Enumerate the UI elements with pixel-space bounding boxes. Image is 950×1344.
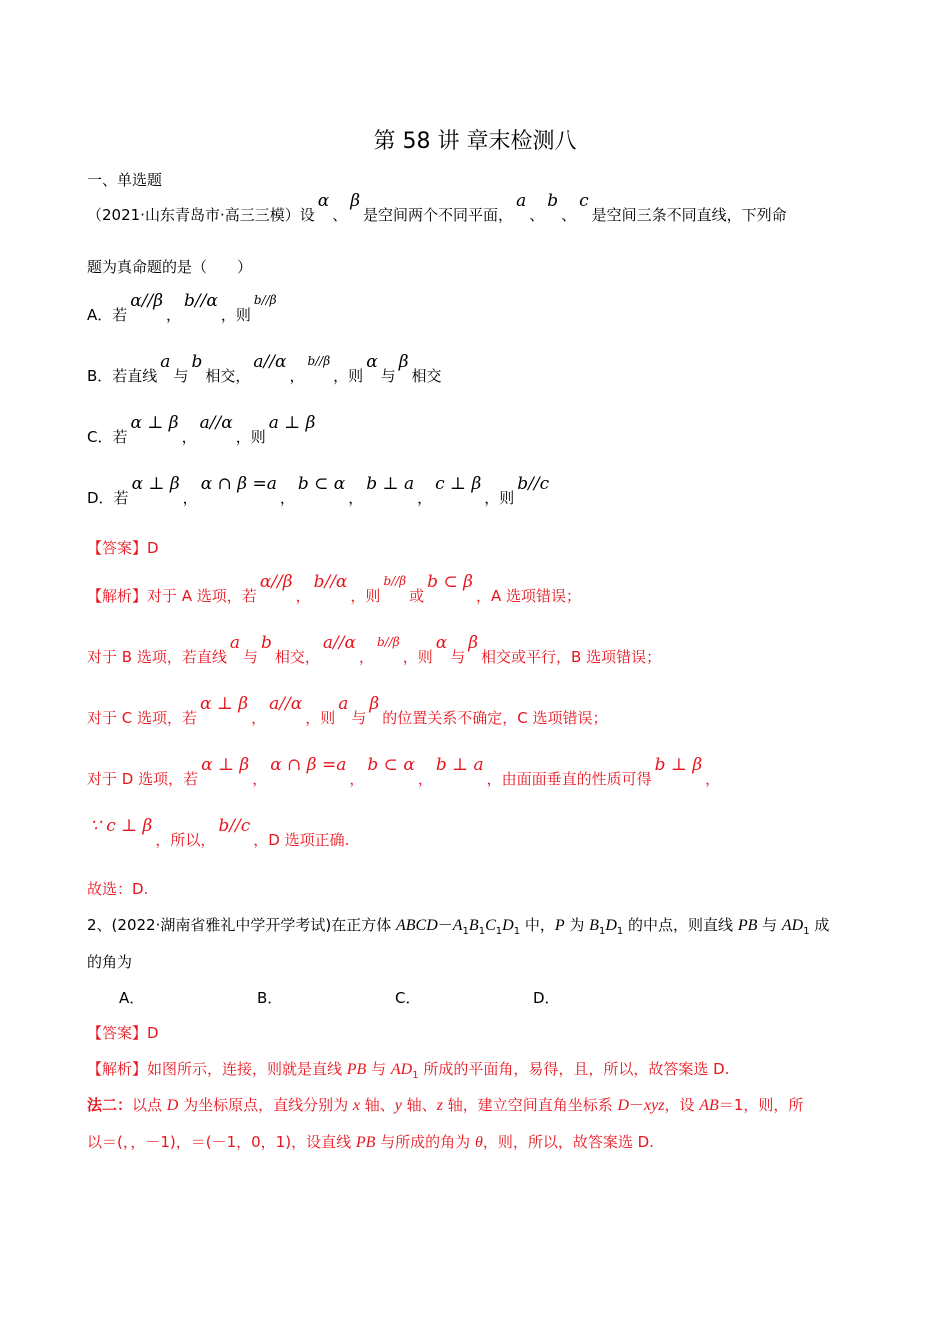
- math-expression: D: [166, 1097, 179, 1114]
- math-expression: D: [617, 1097, 630, 1114]
- text-line: [87, 1132, 654, 1153]
- text-segment: ，: [417, 770, 433, 788]
- text-segment: ，: [279, 489, 295, 507]
- text-segment: 一、单选题: [87, 171, 163, 189]
- text-segment: 【答案】D: [87, 1024, 159, 1042]
- text-segment: ，所以，: [155, 831, 216, 849]
- text-segment: 是空间两个不同平面，: [363, 206, 514, 224]
- text-segment: ，: [349, 770, 365, 788]
- math-expression: 1: [412, 1070, 419, 1081]
- math-expression: b//β: [376, 635, 400, 649]
- text-segment: 与: [380, 367, 396, 385]
- text-segment: 与: [351, 709, 367, 727]
- math-expression: α: [317, 191, 330, 211]
- text-segment: ，D 选项正确.: [253, 831, 350, 849]
- text-segment: 2、(2022·湖南省雅礼中学开学考试)在正方体: [87, 916, 396, 934]
- math-expression: α ⊥ β: [201, 755, 250, 775]
- option-label: C．: [395, 989, 421, 1007]
- math-expression: 1: [495, 926, 503, 937]
- math-expression: b ⊥ a: [435, 755, 484, 775]
- math-expression: a//α: [253, 352, 287, 372]
- text-segment: 、: [332, 206, 348, 224]
- text-line: [87, 538, 159, 558]
- text-line: [87, 1059, 729, 1082]
- text-segment: ，: [251, 709, 267, 727]
- text-line: [87, 191, 787, 225]
- text-segment: 对于 C 选项，若: [87, 709, 198, 727]
- text-segment: ，: [358, 648, 374, 666]
- text-segment: 【解析】对于 A 选项，若: [87, 587, 257, 605]
- math-expression: b//β: [383, 574, 407, 588]
- text-segment: ，由面面垂直的性质可得: [486, 770, 652, 788]
- math-expression: xyz: [644, 1097, 665, 1114]
- text-line: [87, 413, 318, 447]
- math-expression: a: [338, 694, 349, 714]
- math-expression: a//α: [269, 694, 303, 714]
- text-segment: ，A 选项错误；: [475, 587, 581, 605]
- math-expression: 1: [478, 926, 486, 937]
- text-segment: 与: [757, 916, 782, 934]
- text-segment: ，: [166, 306, 182, 324]
- text-segment: 成: [809, 916, 830, 934]
- text-segment: 法二：: [87, 1096, 133, 1114]
- math-expression: α ⊥ β: [130, 413, 179, 433]
- text-segment: 与: [450, 648, 466, 666]
- math-expression: β: [468, 633, 479, 653]
- math-expression: b//β: [307, 354, 331, 368]
- option-label: D．: [533, 989, 560, 1007]
- math-expression: a: [229, 633, 240, 653]
- math-expression: θ: [474, 1134, 483, 1151]
- text-segment: 相交，: [205, 367, 251, 385]
- math-expression: a//α: [322, 633, 356, 653]
- math-expression: α//β: [130, 291, 164, 311]
- text-segment: C．若: [87, 428, 128, 446]
- text-segment: 故选：D.: [87, 880, 149, 898]
- math-expression: AD: [390, 1061, 413, 1078]
- math-expression: 1: [598, 926, 606, 937]
- text-line: [87, 474, 552, 508]
- math-expression: ∵ c ⊥ β: [90, 816, 153, 836]
- text-segment: 轴、: [360, 1096, 395, 1114]
- text-segment: 相交: [411, 367, 442, 385]
- text-segment: 的中点，则直线: [623, 916, 738, 934]
- math-expression: D: [605, 917, 617, 934]
- math-expression: b ⊂ α: [297, 474, 346, 494]
- math-expression: b ⊂ β: [427, 572, 473, 592]
- math-expression: c: [579, 191, 589, 211]
- math-expression: P: [554, 917, 565, 934]
- text-segment: ，: [289, 367, 305, 385]
- math-expression: α ⊥ β: [200, 694, 249, 714]
- text-segment: 以点: [132, 1096, 167, 1114]
- text-segment: 的位置关系不确定，C 选项错误；: [382, 709, 608, 727]
- text-segment: 是空间三条不同直线，下列命: [591, 206, 787, 224]
- math-expression: a//α: [199, 413, 233, 433]
- math-expression: b: [260, 633, 272, 653]
- math-expression: b//α: [313, 572, 348, 592]
- math-expression: a: [516, 191, 527, 211]
- math-expression: α//β: [259, 572, 293, 592]
- text-segment: 为: [564, 916, 590, 934]
- math-expression: b: [191, 352, 203, 372]
- text-segment: 对于 B 选项，若直线: [87, 648, 227, 666]
- math-expression: b//α: [184, 291, 218, 311]
- text-segment: B．若直线: [87, 367, 158, 385]
- math-expression: PB: [355, 1134, 376, 1151]
- text-line: [87, 572, 581, 607]
- text-line: [87, 816, 350, 850]
- text-segment: ，则: [402, 648, 433, 666]
- text-segment: ，则: [333, 367, 364, 385]
- text-segment: 与: [366, 1060, 391, 1078]
- option-label: B．: [257, 989, 283, 1007]
- text-line: [87, 1023, 159, 1043]
- text-line: [87, 755, 721, 789]
- text-segment: ，: [182, 489, 198, 507]
- math-expression: z: [436, 1097, 443, 1114]
- math-expression: B: [468, 917, 479, 934]
- math-expression: b: [547, 191, 559, 211]
- math-expression: AD: [781, 917, 804, 934]
- math-expression: α ⊥ β: [131, 474, 180, 494]
- math-expression: B: [589, 917, 599, 934]
- text-segment: 与: [242, 648, 258, 666]
- text-segment: 与所成的角为: [375, 1133, 475, 1151]
- text-segment: ，: [252, 770, 268, 788]
- math-expression: A: [452, 917, 463, 934]
- math-expression: α ∩ β =a: [270, 755, 347, 775]
- text-segment: 的角为: [87, 953, 133, 971]
- text-segment: 题为真命题的是（ ）: [87, 258, 253, 276]
- math-expression: D: [502, 917, 514, 934]
- text-segment: 对于 D 选项，若: [87, 770, 199, 788]
- text-line: [87, 879, 148, 899]
- text-line: [87, 915, 829, 938]
- text-segment: 以＝(，，－1)，＝(－1，0，1)，设直线: [87, 1133, 356, 1151]
- math-expression: b//c: [517, 474, 550, 494]
- text-line: [87, 170, 162, 190]
- math-expression: β: [369, 694, 380, 714]
- text-segment: 、: [561, 206, 577, 224]
- text-segment: ，则: [235, 428, 266, 446]
- math-expression: β: [350, 191, 361, 211]
- text-segment: ，: [417, 489, 433, 507]
- text-segment: 轴，建立空间直角坐标系: [442, 1096, 618, 1114]
- text-segment: 为坐标原点，直线分别为: [178, 1096, 353, 1114]
- math-expression: a: [160, 352, 171, 372]
- math-expression: α: [366, 352, 378, 372]
- text-segment: ＝1，则，所: [718, 1096, 804, 1114]
- math-expression: ABCD: [395, 917, 438, 934]
- math-expression: c ⊥ β: [435, 474, 482, 494]
- text-line: [87, 952, 132, 972]
- text-segment: ，则: [220, 306, 251, 324]
- math-expression: b//c: [218, 816, 251, 836]
- math-expression: b ⊂ α: [367, 755, 415, 775]
- text-line: [87, 694, 608, 728]
- math-expression: C: [485, 917, 496, 934]
- text-line: [87, 988, 671, 1008]
- math-expression: AB: [699, 1097, 719, 1114]
- math-expression: 1: [513, 926, 521, 937]
- text-segment: ，则: [305, 709, 336, 727]
- text-segment: ，则: [350, 587, 381, 605]
- text-segment: 【答案】D: [87, 539, 159, 557]
- math-expression: a ⊥ β: [268, 413, 316, 433]
- math-expression: α: [435, 633, 448, 653]
- text-segment: ，: [181, 428, 197, 446]
- text-segment: －: [437, 916, 453, 934]
- text-segment: ，则，所以，故答案选 D.: [482, 1133, 654, 1151]
- text-segment: 、: [529, 206, 545, 224]
- text-segment: ，设: [664, 1096, 700, 1114]
- math-expression: β: [398, 352, 409, 372]
- math-expression: b ⊥ a: [366, 474, 415, 494]
- text-segment: 或: [409, 587, 425, 605]
- math-expression: 1: [462, 926, 469, 937]
- text-line: [87, 1095, 803, 1116]
- text-segment: ，: [348, 489, 364, 507]
- text-segment: 相交，: [274, 648, 320, 666]
- math-expression: x: [352, 1097, 361, 1114]
- math-expression: b//β: [253, 293, 277, 307]
- math-expression: 1: [803, 926, 810, 937]
- math-expression: y: [394, 1097, 402, 1114]
- math-expression: b ⊥ β: [654, 755, 703, 775]
- text-segment: －: [629, 1096, 645, 1114]
- math-expression: PB: [737, 917, 758, 934]
- text-segment: A．若: [87, 306, 128, 324]
- text-segment: D．若: [87, 489, 129, 507]
- text-segment: ，则: [484, 489, 515, 507]
- text-segment: 所成的平面角，易得，且，所以，故答案选 D.: [418, 1060, 730, 1078]
- page-title: 第 58 讲 章末检测八: [373, 129, 577, 154]
- text-line: [87, 257, 252, 277]
- text-segment: 相交或平行，B 选项错误；: [481, 648, 662, 666]
- text-segment: ，: [295, 587, 311, 605]
- text-segment: 【解析】如图所示，连接，则就是直线: [87, 1060, 347, 1078]
- text-segment: 与: [173, 367, 189, 385]
- math-expression: 1: [616, 926, 624, 937]
- math-expression: PB: [346, 1061, 367, 1078]
- math-expression: α ∩ β =a: [200, 474, 277, 494]
- text-segment: 轴、: [401, 1096, 437, 1114]
- option-label: A．: [119, 989, 145, 1007]
- text-segment: ，: [705, 770, 721, 788]
- text-segment: （2021·山东青岛市·高三三模）设: [87, 206, 315, 224]
- text-segment: 中，: [520, 916, 555, 934]
